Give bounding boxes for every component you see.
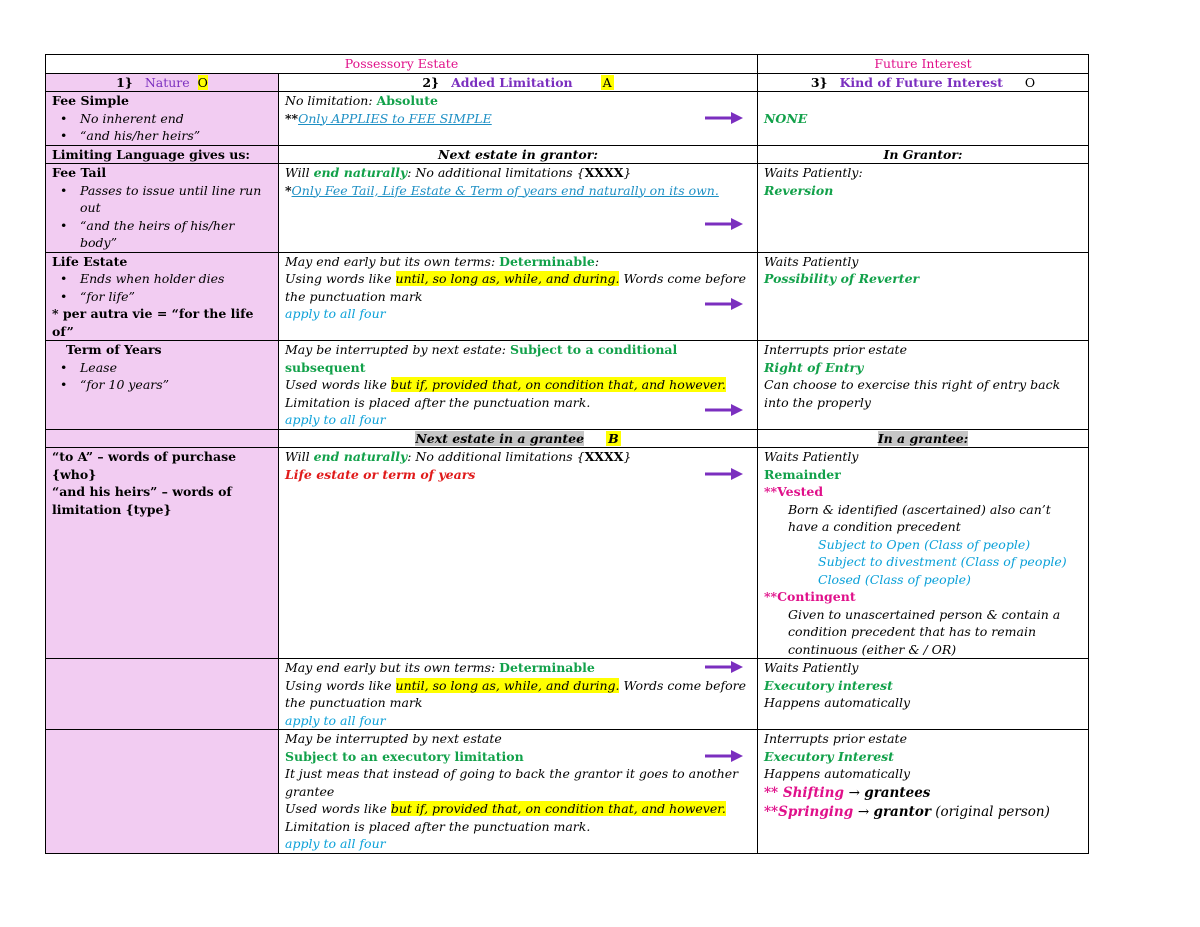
interrupts-prior-estate-text: Interrupts prior estate [764,342,907,357]
fee-tail-cell [46,164,279,253]
limiting-language-row [46,145,1089,164]
in-grantor-header: In Grantor: [758,145,1089,164]
list-item: • “and his/her heirs” [52,127,272,145]
right-arrow-small-icon: → [857,804,870,820]
apply-to-all-four-text: apply to all four [285,412,386,427]
grantee-determinable-row [46,659,1089,730]
term-of-years-limitation-cell [279,341,758,430]
grantee-main-row [46,448,1089,659]
right-arrow-small-icon: → [848,784,860,801]
executory-interest-cell [758,659,1089,730]
text: Words come before the punctuation mark [285,677,747,710]
estates-chart-table [45,54,1089,854]
apply-to-all-four-text: apply to all four [285,712,386,728]
term-of-years-row [46,341,1089,430]
list-item: • Ends when holder dies [52,270,272,288]
fee-simple-row [46,92,1089,146]
empty-pink-cell [46,730,279,854]
words-of-purchase-cell [46,448,279,659]
waits-patiently-text: Waits Patiently [764,660,859,675]
executory-interest-detail-cell [758,730,1089,854]
conditional-subsequent-label: Subject to a conditional subsequent [285,342,678,375]
list-item: • “for life” [52,288,272,306]
waits-patiently-text: Waits Patiently [764,449,859,464]
kind-number: 3} [810,74,828,90]
fee-tail-row [46,164,1089,253]
contingent-description: Given to unascertained person & contain a condition precedent that has to remain continuous (either & / OR) [788,606,1061,657]
possibility-of-reverter-label: Possibility of Reverter [764,271,920,286]
end-naturally-label: end naturally [313,165,408,180]
words-of-purchase-text: “to A” – words of purchase {who} [52,449,237,482]
life-estate-future-cell [758,252,1089,341]
header-row-2 [46,73,1089,92]
right-of-entry-description: Can choose to exercise this right of entry back into the properly [764,377,1061,410]
highlighted-words: but if, provided that, on condition that, and however. [390,377,726,392]
reversion-label: Reversion [764,182,834,198]
list-item: • No inherent end [52,110,272,128]
determinable-label: Determinable [499,253,595,269]
nature-label: Nature [144,74,190,90]
executory-limitation-label: Subject to an executory limitation [285,748,524,764]
future-interest-header: Future Interest [758,55,1089,74]
apply-to-all-four-text: apply to all four [285,306,386,321]
highlighted-words: until, so long as, while, and during. [395,677,620,693]
executory-explanation: It just meas that instead of going to back the grantor it goes to another grantee [285,766,739,799]
grantee-mark: B [608,430,619,446]
empty-pink-cell [46,659,279,730]
list-item: • Lease [52,359,272,377]
grantee-header-row [46,429,1089,448]
apply-to-all-four-text: apply to all four [285,836,386,851]
highlighted-words: but if, provided that, on condition that, and however. [390,801,726,816]
kind-label: Kind of Future Interest [839,74,1003,90]
fee-tail-note: Only Fee Tail, Life Estate & Term of years end naturally on its own. [291,182,719,198]
vested-description: Born & identified (ascertained) also can’t have a condition precedent [788,501,1051,534]
text: Words come before the punctuation mark [285,271,747,304]
determinable-label: Determinable [499,660,595,675]
next-estate-grantor-header: Next estate in grantor: [279,145,758,164]
right-of-entry-label: Right of Entry [764,359,864,375]
shifting-target: grantees [864,784,931,801]
nature-number: 1} [116,74,133,90]
contingent-label: **Contingent [764,589,856,604]
shifting-label: ** Shifting [764,784,849,801]
text: May end early but its own terms: [285,253,500,269]
note-stars: ** [285,110,299,126]
text: May be interrupted by next estate: [285,342,510,357]
kind-mark: O [1024,74,1036,90]
text: May end early but its own terms: [285,660,500,675]
term-of-years-title: Term of Years [66,342,162,357]
nature-mark: O [197,74,208,90]
text: Using words like [285,677,396,693]
words-of-limitation-text: “and his heirs” – words of limitation {type} [52,484,232,517]
fee-simple-note: Only APPLIES to FEE SIMPLE [298,110,492,126]
in-grantee-header [758,429,1089,448]
fee-simple-future-cell [758,92,1089,146]
list-item: • “for 10 years” [52,376,272,394]
life-estate-cell [46,252,279,341]
right-arrow-icon [705,749,743,763]
list-item: • “and the heirs of his/her body” [52,217,272,252]
fee-tail-title: Fee Tail [52,165,107,180]
grantee-executory-row [46,730,1089,854]
header-row-1 [46,55,1089,74]
executory-interest-label: Executory interest [764,677,893,693]
text: } [623,449,632,464]
list-item: Closed (Class of people) [818,571,971,587]
fee-simple-title: Fee Simple [52,93,129,108]
added-limitation-number: 2} [422,74,440,90]
fee-tail-future-cell [758,164,1089,253]
pur-autre-vie-note: * per autra vie = “for the life of” [52,306,254,339]
remainder-cell [758,448,1089,659]
fee-simple-limitation-cell [279,92,758,146]
happens-automatically-text: Happens automatically [764,766,911,781]
life-estate-row [46,252,1089,341]
none-label: NONE [764,111,808,126]
term-of-years-cell [46,341,279,430]
added-limitation-header [279,73,758,92]
right-arrow-icon [705,467,743,481]
text: : No additional limitations { [407,165,585,180]
text: Using words like [285,271,396,286]
springing-target: grantor [873,804,931,820]
happens-automatically-text: Happens automatically [764,695,911,710]
waits-patiently-text: Waits Patiently [764,253,859,269]
note-star: * [285,182,292,198]
text: Used words like [285,377,391,392]
limitation-placement-text: Limitation is placed after the punctuation mark. [285,818,591,834]
list-item: Subject to Open (Class of people) [818,536,1031,552]
grantee-natural-end-cell [279,448,758,659]
life-estate-limitation-cell [279,252,758,341]
in-grantee-label: In a grantee: [877,430,969,446]
grantee-determinable-cell [279,659,758,730]
executory-interest-label: Executory Interest [764,748,894,764]
limiting-language-label: Limiting Language gives us: [46,145,279,164]
list-item: Subject to divestment (Class of people) [818,554,1067,569]
xxxx-label: XXXX [584,449,624,464]
absolute-label: Absolute [376,93,438,108]
text: : No additional limitations { [407,449,585,464]
text: } [623,165,632,180]
life-estate-title: Life Estate [52,253,128,269]
highlighted-words: until, so long as, while, and during. [395,271,620,286]
grantee-executory-cell [279,730,758,854]
term-of-years-future-cell [758,341,1089,430]
remainder-label: Remainder [764,466,841,482]
right-arrow-icon [705,297,743,311]
fee-simple-cell [46,92,279,146]
xxxx-label: XXXX [584,165,624,180]
text: Will [285,449,314,464]
limitation-placement-text: Limitation is placed after the punctuation mark. [285,394,591,410]
next-estate-grantee-label: Next estate in a grantee [415,430,585,446]
right-arrow-icon [705,660,743,674]
text: Will [285,165,314,180]
end-naturally-label: end naturally [313,449,408,464]
list-item: • Passes to issue until line run out [52,182,272,217]
text: Used words like [285,801,391,816]
possessory-estate-header: Possessory Estate [46,55,758,74]
waits-patiently-text: Waits Patiently: [764,165,863,180]
fee-tail-limitation-cell [279,164,758,253]
grantee-header-left [46,429,279,448]
right-arrow-icon [705,403,743,417]
kind-future-interest-header [758,73,1089,92]
right-arrow-icon [705,111,743,125]
springing-label: **Springing [764,804,858,820]
springing-note: (original person) [930,804,1050,820]
vested-label: **Vested [764,484,824,499]
next-estate-grantee-header [279,429,758,448]
added-limitation-label: Added Limitation [451,74,573,90]
life-estate-or-term-label: Life estate or term of years [285,466,476,482]
limitation-prefix: No limitation: [285,93,377,108]
interrupts-prior-estate-text: Interrupts prior estate [764,731,907,746]
right-arrow-icon [705,217,743,231]
nature-header [46,73,279,92]
interrupted-text: May be interrupted by next estate [285,731,502,746]
added-limitation-mark: A [602,74,612,90]
text: : [594,253,600,269]
